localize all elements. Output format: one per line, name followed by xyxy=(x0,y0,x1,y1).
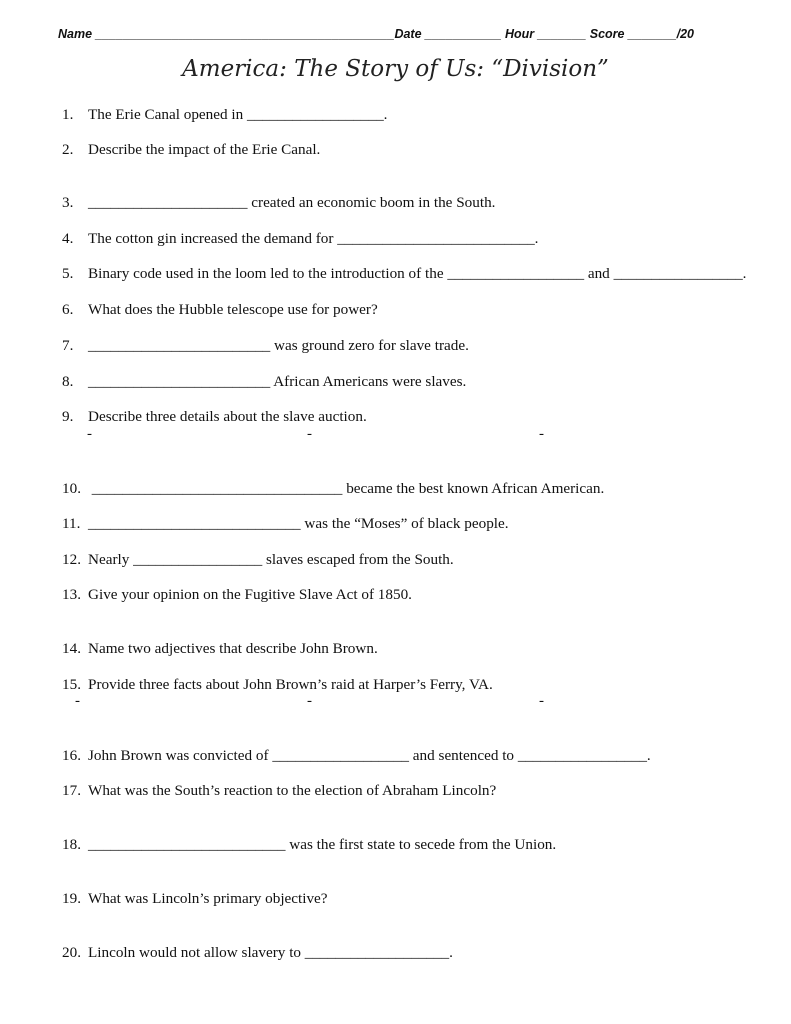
question-text: _____________________ created an economic boom in the South. xyxy=(88,194,496,211)
answer-bullet: - xyxy=(87,426,92,442)
answer-bullet: - xyxy=(539,693,544,709)
question-text: What was Lincoln’s primary objective? xyxy=(88,890,328,907)
question-1 xyxy=(62,106,387,124)
question-text: Nearly _________________ slaves escaped from the South. xyxy=(88,551,454,568)
question-19 xyxy=(62,890,328,908)
question-number: 10. xyxy=(62,480,81,497)
question-11 xyxy=(62,515,509,533)
question-number: 13. xyxy=(62,586,81,603)
question-number: 1. xyxy=(62,106,74,123)
question-number: 20. xyxy=(62,944,81,961)
question-7 xyxy=(62,337,469,355)
answer-bullet: - xyxy=(539,426,544,442)
question-number: 3. xyxy=(62,194,74,211)
question-number: 2. xyxy=(62,141,74,158)
question-2 xyxy=(62,141,320,159)
answer-bullet: - xyxy=(75,693,80,709)
question-text: John Brown was convicted of __________________ and sentenced to _________________. xyxy=(88,747,651,764)
question-text: ________________________ was ground zero for slave trade. xyxy=(88,337,469,354)
worksheet-title: America: The Story of Us: “Division” xyxy=(182,56,609,82)
question-number: 12. xyxy=(62,551,81,568)
question-14 xyxy=(62,640,378,658)
question-5 xyxy=(62,265,746,283)
question-number: 4. xyxy=(62,230,74,247)
header-line: Name ___________________________________________Date ___________ Hour _______ Score _______/20 xyxy=(58,27,694,41)
question-number: 18. xyxy=(62,836,81,853)
question-number: 7. xyxy=(62,337,74,354)
question-text: The Erie Canal opened in __________________. xyxy=(88,106,388,123)
question-number: 19. xyxy=(62,890,81,907)
question-6 xyxy=(62,301,378,319)
question-number: 16. xyxy=(62,747,81,764)
answer-bullet: - xyxy=(307,426,312,442)
question-13 xyxy=(62,586,412,604)
question-text: ________________________ African Americans were slaves. xyxy=(88,373,467,390)
question-9 xyxy=(62,408,367,426)
question-number: 15. xyxy=(62,676,81,693)
question-8 xyxy=(62,373,466,391)
question-text: __________________________ was the first state to secede from the Union. xyxy=(88,836,557,853)
question-number: 8. xyxy=(62,373,74,390)
question-text: ____________________________ was the “Moses” of black people. xyxy=(88,515,509,532)
question-text: Give your opinion on the Fugitive Slave Act of 1850. xyxy=(88,586,412,603)
question-text: Describe the impact of the Erie Canal. xyxy=(88,141,321,158)
question-15 xyxy=(62,676,493,694)
question-10 xyxy=(62,480,604,498)
question-number: 17. xyxy=(62,782,81,799)
question-number: 5. xyxy=(62,265,74,282)
question-text: Describe three details about the slave auction. xyxy=(88,408,367,425)
question-3 xyxy=(62,194,495,212)
question-12 xyxy=(62,551,454,569)
question-text: Binary code used in the loom led to the introduction of the __________________ and _________________. xyxy=(88,265,747,282)
question-text: What was the South’s reaction to the election of Abraham Lincoln? xyxy=(88,782,497,799)
question-number: 9. xyxy=(62,408,74,425)
question-18 xyxy=(62,836,556,854)
question-text: Name two adjectives that describe John Brown. xyxy=(88,640,378,657)
question-text: The cotton gin increased the demand for __________________________. xyxy=(88,230,539,247)
question-text: Provide three facts about John Brown’s raid at Harper’s Ferry, VA. xyxy=(88,676,493,693)
question-text: Lincoln would not allow slavery to ___________________. xyxy=(88,944,453,961)
question-number: 11. xyxy=(62,515,81,532)
question-16 xyxy=(62,747,651,765)
question-4 xyxy=(62,230,538,248)
question-number: 6. xyxy=(62,301,74,318)
question-17 xyxy=(62,782,496,800)
question-text: _________________________________ became the best known African American. xyxy=(88,480,605,497)
question-number: 14. xyxy=(62,640,81,657)
answer-bullet: - xyxy=(307,693,312,709)
question-20 xyxy=(62,944,453,962)
question-text: What does the Hubble telescope use for power? xyxy=(88,301,378,318)
